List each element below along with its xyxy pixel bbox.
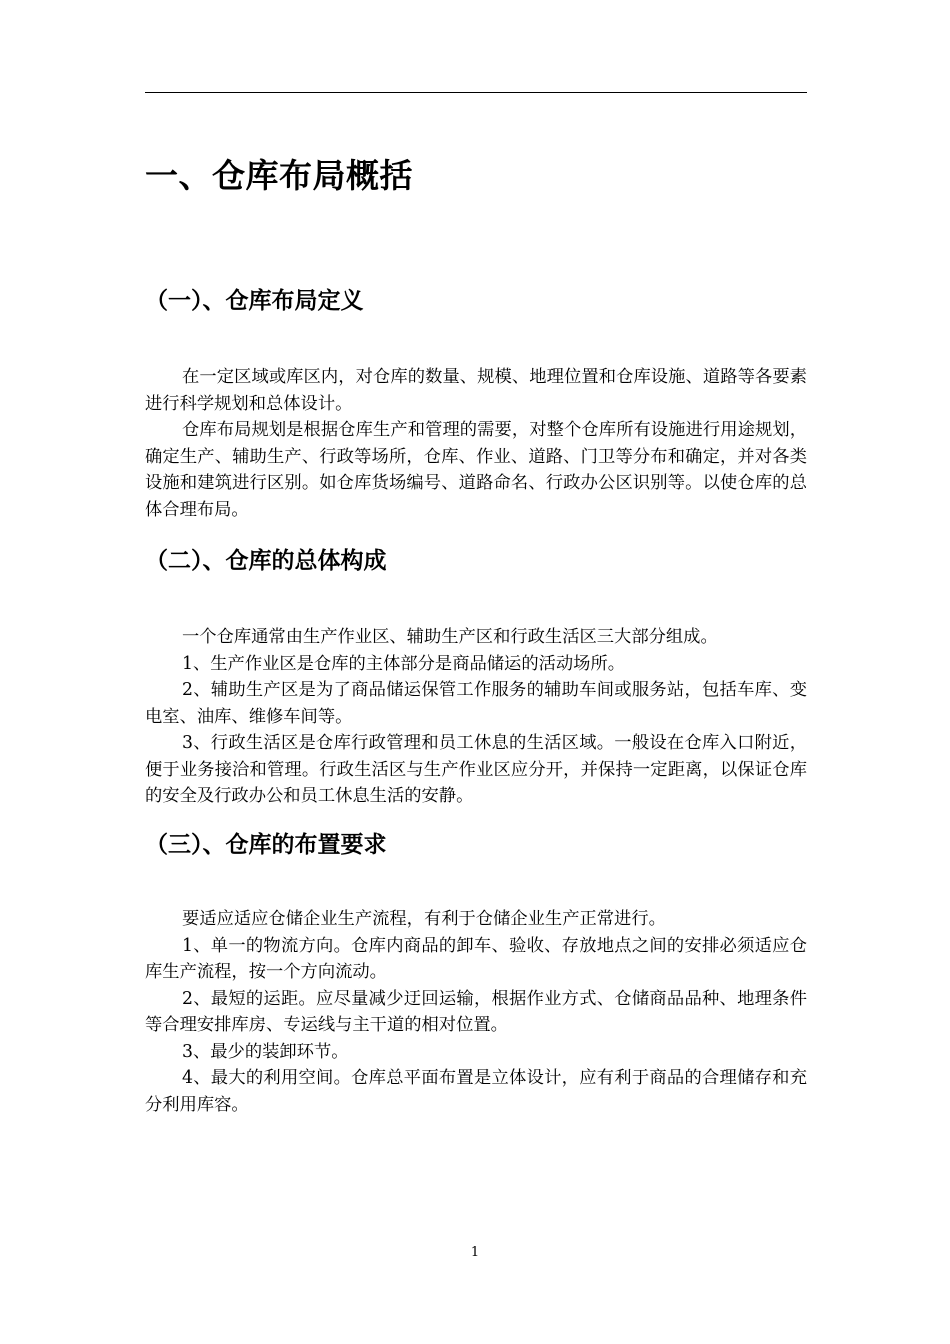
page-title: 一、仓库布局概括: [145, 156, 413, 195]
paragraph: 3、最少的装卸环节。: [182, 1041, 349, 1062]
paragraph: 1、单一的物流方向。仓库内商品的卸车、验收、存放地点之间的安排必须适应仓库生产流程，按一个方向流动。: [145, 935, 807, 982]
paragraph: 在一定区域或库区内，对仓库的数量、规模、地理位置和仓库设施、道路等各要素进行科学规划和总体设计。: [145, 367, 807, 414]
header-divider: [145, 92, 807, 93]
paragraph: 要适应适应仓储企业生产流程，有利于仓储企业生产正常进行。: [182, 909, 666, 929]
paragraph: 2、最短的运距。应尽量减少迂回运输，根据作业方式、仓储商品品种、地理条件等合理安排库房、专运线与主干道的相对位置。: [145, 988, 807, 1035]
section-body-3: [145, 906, 807, 1118]
section-heading-3: （三）、仓库的布置要求: [145, 832, 387, 858]
section-heading-2: （二）、仓库的总体构成: [145, 548, 387, 574]
section-body-2: [145, 624, 807, 810]
paragraph: 1、生产作业区是仓库的主体部分是商品储运的活动场所。: [182, 653, 626, 674]
paragraph: 2、辅助生产区是为了商品储运保管工作服务的辅助车间或服务站，包括车库、变电室、油库、维修车间等。: [145, 680, 807, 727]
section-body-1: [145, 364, 807, 523]
paragraph: 一个仓库通常由生产作业区、辅助生产区和行政生活区三大部分组成。: [182, 627, 718, 647]
paragraph: 4、最大的利用空间。仓库总平面布置是立体设计，应有利于商品的合理储存和充分利用库容。: [145, 1068, 807, 1115]
section-heading-1: （一）、仓库布局定义: [145, 288, 364, 314]
paragraph: 3、行政生活区是仓库行政管理和员工休息的生活区域。一般设在仓库入口附近，便于业务接洽和管理。行政生活区与生产作业区应分开，并保持一定距离，以保证仓库的安全及行政办公和员工休息生活的安静。: [145, 733, 807, 806]
paragraph: 仓库布局规划是根据仓库生产和管理的需要，对整个仓库所有设施进行用途规划，确定生产、辅助生产、行政等场所，仓库、作业、道路、门卫等分布和确定，并对各类设施和建筑进行区别。如仓库货场编号、道路命名、行政办公区识别等。以使仓库的总体合理布局。: [145, 420, 807, 520]
page-number: 1: [470, 1245, 480, 1260]
